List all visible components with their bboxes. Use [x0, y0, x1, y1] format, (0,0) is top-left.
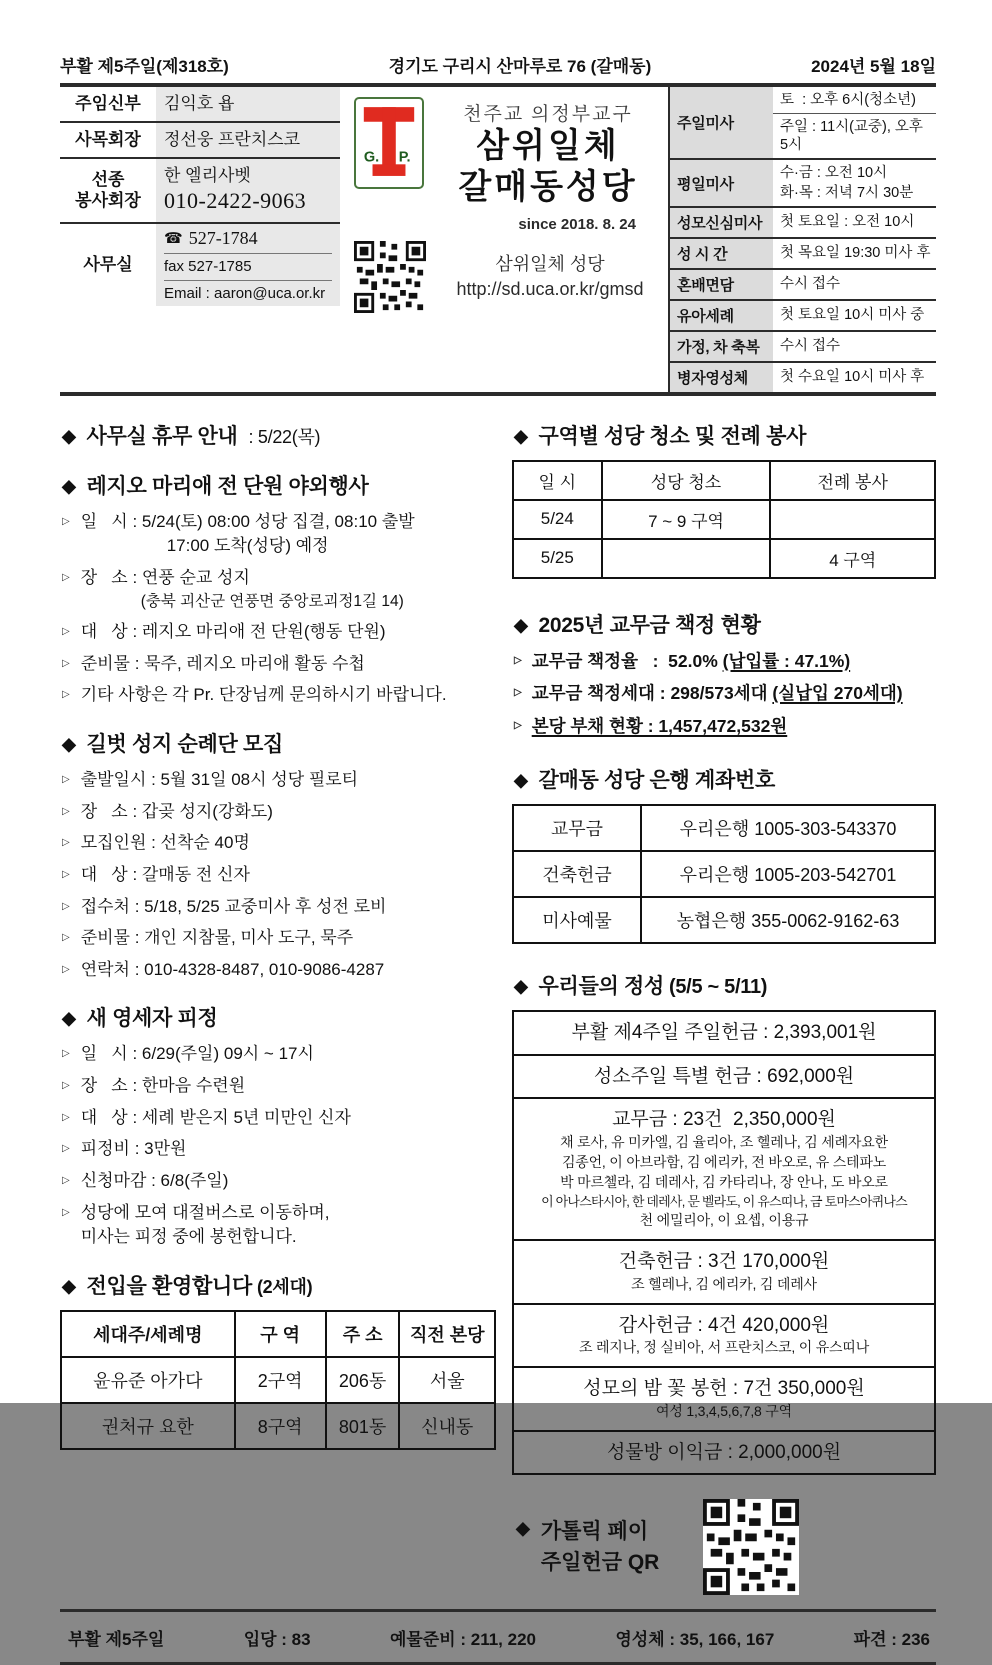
- mass-label: 평일미사: [670, 160, 773, 205]
- item-text: 장 소 : 갑곶 성지(강화도): [80, 801, 273, 821]
- staff-row-funeral-chair: [60, 159, 340, 224]
- table-cell: 신내동: [399, 1403, 495, 1449]
- column-header: 구 역: [235, 1311, 326, 1357]
- item-text: 장 소 : 연풍 순교 성지: [80, 567, 250, 587]
- mass-value: 수·금 : 오전 10시: [780, 165, 888, 182]
- mass-row: [670, 301, 936, 332]
- mass-values: [773, 363, 936, 392]
- list-item: [62, 926, 496, 951]
- mass-row: [670, 239, 936, 270]
- diamond-bullet-icon: ◆: [62, 1275, 76, 1296]
- table-row: [513, 1431, 935, 1475]
- account-number: 농협은행 355-0062-9162-63: [641, 897, 935, 943]
- staff-value-phone: 010-2422-9063: [164, 188, 307, 214]
- list-item: [62, 768, 496, 793]
- mass-schedule-table: [668, 87, 936, 392]
- section-office-notice-title: [62, 420, 496, 450]
- diamond-bullet-icon: ◆: [514, 614, 528, 635]
- staff-table: [60, 87, 340, 392]
- account-label: 교무금: [513, 805, 641, 851]
- table-row: [513, 1367, 935, 1431]
- list-item: [62, 1201, 496, 1250]
- footer-hymn-communion: 영성체 : 35, 166, 167: [615, 1630, 775, 1650]
- triangle-bullet-icon: ▷: [62, 657, 70, 669]
- table-header-row: [513, 461, 935, 500]
- item-text: 연락처 : 010-4328-8487, 010-9086-4287: [80, 959, 385, 979]
- church-names: [438, 97, 658, 208]
- diamond-bullet-icon: ◆: [62, 733, 76, 754]
- item-text: 대 상 : 레지오 마리애 전 단원(행동 단원): [80, 622, 386, 642]
- offering-main: 교무금 : 23건 2,350,000원: [612, 1109, 836, 1131]
- table-cell: 5/24: [513, 500, 602, 539]
- mass-values: [773, 332, 936, 361]
- item-underlined-text: (납입률 : 47.1%): [722, 650, 851, 671]
- table-row: [513, 500, 935, 539]
- item-text: 교무금 책정율 : 52.0%: [531, 650, 723, 671]
- offering-main: 성물방 이익금 : 2,000,000원: [606, 1441, 842, 1463]
- church-name-line1: 삼위일체: [476, 127, 620, 165]
- mass-row: [670, 208, 936, 239]
- mass-value: 첫 수요일 10시 미사 후: [780, 369, 925, 386]
- account-label: 미사예물: [513, 897, 641, 943]
- table-row: [513, 1304, 935, 1368]
- offering-donors: 천 에밀리아, 이 요셉, 이용규: [639, 1212, 809, 1229]
- mass-value: 주일 : 11시(교중), 오후 5시: [773, 113, 936, 158]
- church-name-line2: 갈매동성당: [458, 167, 638, 206]
- section-title-text: 갈매동 성당 은행 계좌번호: [538, 769, 775, 793]
- offering-donors: 이 아나스타시아, 한 데레사, 문 벨라도, 이 유스띠나, 금 토마스아퀴나스: [541, 1193, 907, 1209]
- account-label: 건축헌금: [513, 851, 641, 897]
- office-tel-line: [164, 224, 332, 253]
- item-text: 일 시 : 5/24(토) 08:00 성당 집결, 08:10 출발: [80, 511, 415, 531]
- item-body: [81, 1201, 330, 1250]
- item-text: 피정비 : 3만원: [80, 1139, 187, 1159]
- table-row: [61, 1403, 495, 1449]
- section-title-value: : 5/22(목): [248, 426, 321, 447]
- section-title-text: 길벗 성지 순례단 모집: [86, 732, 284, 756]
- mass-values: [773, 239, 936, 268]
- left-column: [60, 418, 496, 1596]
- identity-top: [354, 97, 658, 208]
- list-item: [514, 714, 936, 739]
- footer-sunday-label: 부활 제5주일: [68, 1630, 165, 1650]
- mass-value: 수시 접수: [780, 338, 841, 355]
- catholic-pay-title: [516, 1516, 659, 1579]
- site-url: http://sd.uca.or.kr/gmsd: [456, 278, 644, 299]
- triangle-bullet-icon: ▷: [62, 571, 70, 583]
- list-item: [62, 863, 496, 888]
- item-subtext: (충북 괴산군 연풍면 중앙로괴정1길 14): [140, 592, 404, 610]
- staff-value-text: 김익호 욥: [164, 94, 235, 113]
- list-item: [62, 1106, 496, 1131]
- site-name: 삼위일체 성당: [495, 254, 605, 275]
- trinity-cross-icon: [358, 102, 420, 184]
- donation-qr-code-icon: [703, 1499, 799, 1595]
- triangle-bullet-icon: ▷: [62, 932, 70, 944]
- table-row: [513, 851, 935, 897]
- office-email: Email : aaron@uca.or.kr: [164, 280, 332, 307]
- footer-hymn-dismissal: 파견 : 236: [853, 1630, 930, 1650]
- mass-values: [773, 208, 936, 237]
- offering-donors: 여성 1,3,4,5,6,7,8 구역: [656, 1402, 792, 1419]
- catholic-pay-text: [541, 1516, 659, 1579]
- mass-row: [670, 332, 936, 363]
- list-item: [62, 1074, 496, 1099]
- diamond-bullet-icon: ◆: [514, 425, 528, 446]
- catholic-pay-line2: 주일헌금 QR: [540, 1551, 660, 1575]
- section-fund-title: [514, 609, 936, 639]
- mass-value: 첫 토요일 10시 미사 중: [780, 307, 925, 324]
- table-row: [513, 1098, 935, 1240]
- catholic-pay-line1: 가톨릭 페이: [540, 1519, 649, 1543]
- offering-donors: 박 마르첼라, 김 데레사, 김 카타리나, 장 안나, 도 바오로: [560, 1173, 888, 1190]
- section-title-text: 우리들의 정성: [538, 975, 664, 999]
- account-number: 우리은행 1005-303-543370: [641, 805, 935, 851]
- triangle-bullet-icon: ▷: [514, 654, 522, 666]
- hymn-footer: [60, 1609, 936, 1665]
- column-header: 일 시: [513, 461, 602, 500]
- offerings-table: [512, 1010, 936, 1475]
- triangle-bullet-icon: ▷: [62, 1080, 70, 1092]
- mass-label: 병자영성체: [670, 363, 773, 392]
- staff-value-text: 정선웅 프란치스코: [164, 130, 301, 150]
- offering-donors: 조 헬레나, 김 에리카, 김 데레사: [631, 1275, 817, 1292]
- table-cell: 4 구역: [770, 539, 935, 578]
- offering-donors: 채 로사, 유 미카엘, 김 율리아, 조 헬레나, 김 세례자요한: [560, 1134, 888, 1151]
- offering-donors: 김종언, 이 아브라함, 김 에리카, 전 바오로, 유 스테파노: [561, 1153, 887, 1170]
- section-title-text: 사무실 휴무 안내: [86, 424, 238, 448]
- footer-hymn-offertory: 예물준비 : 211, 220: [389, 1630, 536, 1650]
- church-logo-icon: [354, 97, 424, 189]
- triangle-bullet-icon: ▷: [514, 719, 522, 731]
- section-retreat-title: [62, 1002, 496, 1032]
- office-tel: 527-1784: [188, 227, 258, 248]
- list-item: [62, 1042, 496, 1067]
- list-item: [514, 681, 936, 706]
- table-cell: 서울: [399, 1357, 495, 1403]
- diamond-bullet-icon: ◆: [62, 475, 76, 496]
- phone-icon: ☎: [164, 229, 183, 247]
- column-header: 전례 봉사: [770, 461, 935, 500]
- table-header-row: [61, 1311, 495, 1357]
- right-column: [512, 418, 936, 1596]
- table-cell: 5/25: [513, 539, 602, 578]
- diamond-bullet-icon: ◆: [516, 1517, 530, 1538]
- table-cell: 7 ~ 9 구역: [602, 500, 771, 539]
- column-header: 직전 본당: [399, 1311, 495, 1357]
- offering-main: 성모의 밤 꽃 봉헌 : 7건 350,000원: [583, 1378, 865, 1400]
- triangle-bullet-icon: ▷: [62, 837, 70, 849]
- table-row: [513, 539, 935, 578]
- item-underlined-text: (실납입 270세대): [772, 683, 903, 704]
- staff-value-name: 한 엘리사벳: [164, 166, 251, 186]
- section-title-text: 전입을 환영합니다: [86, 1274, 252, 1298]
- table-row: [513, 1011, 935, 1055]
- address-label: 경기도 구리시 산마루로 76 (갈매동): [388, 57, 652, 76]
- triangle-bullet-icon: ▷: [62, 868, 70, 880]
- table-cell: 윤유준 아가다: [61, 1357, 235, 1403]
- staff-value: [156, 87, 340, 121]
- table-cell: 801동: [326, 1403, 400, 1449]
- offering-main: 건축헌금 : 3건 170,000원: [618, 1251, 830, 1272]
- item-body: [532, 681, 903, 706]
- list-item: [62, 566, 496, 613]
- staff-label-line: 선종: [91, 170, 125, 190]
- staff-value: [156, 159, 340, 222]
- identity-bottom: [354, 241, 658, 313]
- triangle-bullet-icon: ▷: [62, 963, 70, 975]
- item-body: [532, 714, 788, 739]
- item-underlined-text: 본당 부채 현황 : 1,457,472,532원: [531, 715, 788, 736]
- triangle-bullet-icon: ▷: [62, 900, 70, 912]
- diamond-bullet-icon: ◆: [514, 976, 528, 997]
- column-header: 성당 청소: [602, 461, 771, 500]
- item-text: 준비물 : 묵주, 레지오 마리애 활동 수첩: [80, 653, 365, 673]
- section-pilgrimage-title: [62, 728, 496, 758]
- diamond-bullet-icon: ◆: [62, 1008, 76, 1029]
- mass-row: [670, 270, 936, 301]
- masthead: [60, 87, 936, 396]
- table-row: [513, 1240, 935, 1304]
- triangle-bullet-icon: ▷: [62, 515, 70, 527]
- triangle-bullet-icon: ▷: [62, 773, 70, 785]
- offering-donors: 조 레지나, 정 실비아, 서 프란치스코, 이 유스띠나: [578, 1339, 870, 1356]
- diocese-label: 천주교 의정부교구: [463, 104, 633, 125]
- staff-value: [156, 224, 340, 306]
- table-cell: 8구역: [235, 1403, 326, 1449]
- staff-label: 사무실: [83, 254, 133, 274]
- mass-row: [670, 87, 936, 160]
- offering-main: 부활 제4주일 주일헌금 : 2,393,001원: [571, 1022, 877, 1044]
- section-welcome-title: [62, 1270, 496, 1300]
- mass-values: [773, 270, 936, 299]
- mass-value: 첫 목요일 19:30 미사 후: [780, 245, 931, 262]
- cleaning-table: [512, 460, 936, 579]
- church-identity: [340, 87, 668, 392]
- homepage-qr-code-icon: [354, 241, 426, 313]
- item-text: 교무금 책정세대 : 298/573세대: [531, 683, 773, 704]
- item-text: 출발일시 : 5월 31일 08시 성당 필로티: [80, 769, 359, 789]
- triangle-bullet-icon: ▷: [514, 687, 522, 699]
- table-row: [513, 805, 935, 851]
- triangle-bullet-icon: ▷: [62, 805, 70, 817]
- account-number: 우리은행 1005-203-542701: [641, 851, 935, 897]
- section-title-suffix: (5/5 ~ 5/11): [669, 976, 768, 999]
- mass-value: 수시 접수: [780, 276, 841, 293]
- list-item: [62, 683, 496, 708]
- staff-value: [156, 123, 340, 157]
- section-title-text: 2025년 교무금 책정 현황: [538, 613, 761, 637]
- mass-row: [670, 160, 936, 207]
- triangle-bullet-icon: ▷: [62, 626, 70, 638]
- column-header: 주 소: [326, 1311, 400, 1357]
- top-bar: [60, 52, 936, 87]
- staff-row-council-chair: [60, 123, 340, 159]
- staff-label: [60, 159, 156, 222]
- mass-value: 토 : 오후 6시(청소년): [780, 92, 916, 108]
- item-text: 대 상 : 세례 받은지 5년 미만인 신자: [80, 1107, 351, 1127]
- mass-label: 가정, 차 축복: [670, 332, 773, 361]
- staff-label: 주임신부: [75, 93, 141, 113]
- item-text: 성당에 모여 대절버스로 이동하며,: [80, 1202, 330, 1222]
- table-cell: [602, 539, 771, 578]
- diamond-bullet-icon: ◆: [514, 770, 528, 791]
- diamond-bullet-icon: ◆: [62, 425, 76, 446]
- item-text: 모집인원 : 선착순 40명: [80, 833, 250, 853]
- item-text: 신청마감 : 6/8(주일): [80, 1170, 229, 1190]
- triangle-bullet-icon: ▷: [62, 1143, 70, 1155]
- list-item: [62, 1137, 496, 1162]
- mass-values: [773, 160, 936, 205]
- triangle-bullet-icon: ▷: [62, 689, 70, 701]
- item-text: 접수처 : 5/18, 5/25 교중미사 후 성전 로비: [80, 896, 387, 916]
- section-cleaning-title: [514, 420, 936, 450]
- logo-letter-g: G.: [363, 149, 380, 166]
- mass-label: 성모신심미사: [670, 208, 773, 237]
- main-content: [60, 396, 936, 1596]
- mass-row: [670, 363, 936, 392]
- item-subtext: 17:00 도착(성당) 예정: [166, 536, 329, 556]
- mass-values: [773, 301, 936, 330]
- item-text: 대 상 : 갈매동 전 신자: [80, 864, 250, 884]
- table-cell: 206동: [326, 1357, 400, 1403]
- table-row: [513, 897, 935, 943]
- item-text: 기타 사항은 각 Pr. 단장님께 문의하시기 바랍니다.: [80, 685, 447, 705]
- footer-hymn-entrance: 입당 : 83: [243, 1630, 311, 1650]
- mass-label: 주일미사: [670, 87, 773, 158]
- office-fax: fax 527-1785: [164, 253, 332, 280]
- staff-label-line: 봉사회장: [75, 190, 141, 210]
- list-item: [62, 895, 496, 920]
- section-title-text: 레지오 마리애 전 단원 야외행사: [86, 474, 369, 498]
- item-body: [81, 510, 415, 559]
- staff-row-office: [60, 224, 340, 306]
- staff-label: 사목회장: [75, 129, 141, 149]
- section-title-suffix: (2세대): [256, 1276, 313, 1297]
- mass-values: [773, 87, 936, 158]
- item-text: 미사는 피정 중에 봉헌합니다.: [80, 1227, 297, 1247]
- triangle-bullet-icon: ▷: [62, 1111, 70, 1123]
- offering-main: 감사헌금 : 4건 420,000원: [618, 1314, 830, 1336]
- table-row: [513, 1055, 935, 1099]
- catholic-pay-block: [516, 1499, 936, 1595]
- table-cell: 권처규 요한: [61, 1403, 235, 1449]
- item-body: [532, 649, 850, 674]
- section-legio-title: [62, 470, 496, 500]
- section-accounts-title: [514, 764, 936, 794]
- item-text: 준비물 : 개인 지참물, 미사 도구, 묵주: [80, 928, 354, 948]
- item-text: 일 시 : 6/29(주일) 09시 ~ 17시: [80, 1044, 314, 1064]
- mass-label: 유아세례: [670, 301, 773, 330]
- since-label: since 2018. 8. 24: [518, 215, 636, 233]
- list-item: [62, 1169, 496, 1194]
- mass-value: 첫 토요일 : 오전 10시: [780, 214, 915, 231]
- staff-row-pastor: [60, 87, 340, 123]
- list-item: [62, 620, 496, 645]
- issue-label: 부활 제5주일(제318호): [60, 57, 229, 76]
- list-item: [62, 652, 496, 677]
- list-item: [62, 800, 496, 825]
- list-item: [62, 831, 496, 856]
- triangle-bullet-icon: ▷: [62, 1206, 70, 1218]
- mass-label: 혼배면담: [670, 270, 773, 299]
- column-header: 세대주/세례명: [61, 1311, 235, 1357]
- date-label: 2024년 5월 18일: [811, 57, 936, 76]
- logo-letter-p: P.: [398, 149, 411, 166]
- offering-main: 성소주일 특별 헌금 : 692,000원: [593, 1065, 855, 1087]
- mass-value: 화·목 : 저녁 7시 30분: [780, 184, 914, 201]
- welcome-table: [60, 1310, 496, 1450]
- list-item: [514, 649, 936, 674]
- triangle-bullet-icon: ▷: [62, 1174, 70, 1186]
- list-item: [62, 958, 496, 983]
- section-title-text: 구역별 성당 청소 및 전례 봉사: [538, 424, 807, 448]
- table-row: [61, 1357, 495, 1403]
- list-item: [62, 510, 496, 559]
- item-body: [81, 566, 404, 613]
- section-offerings-title: [514, 970, 936, 1000]
- table-cell: [770, 500, 935, 539]
- section-title-text: 새 영세자 피정: [86, 1007, 218, 1031]
- table-cell: 2구역: [235, 1357, 326, 1403]
- bank-accounts-table: [512, 804, 936, 944]
- homepage-info: [442, 252, 658, 301]
- item-text: 장 소 : 한마음 수련원: [80, 1076, 246, 1096]
- mass-label: 성 시 간: [670, 239, 773, 268]
- triangle-bullet-icon: ▷: [62, 1048, 70, 1060]
